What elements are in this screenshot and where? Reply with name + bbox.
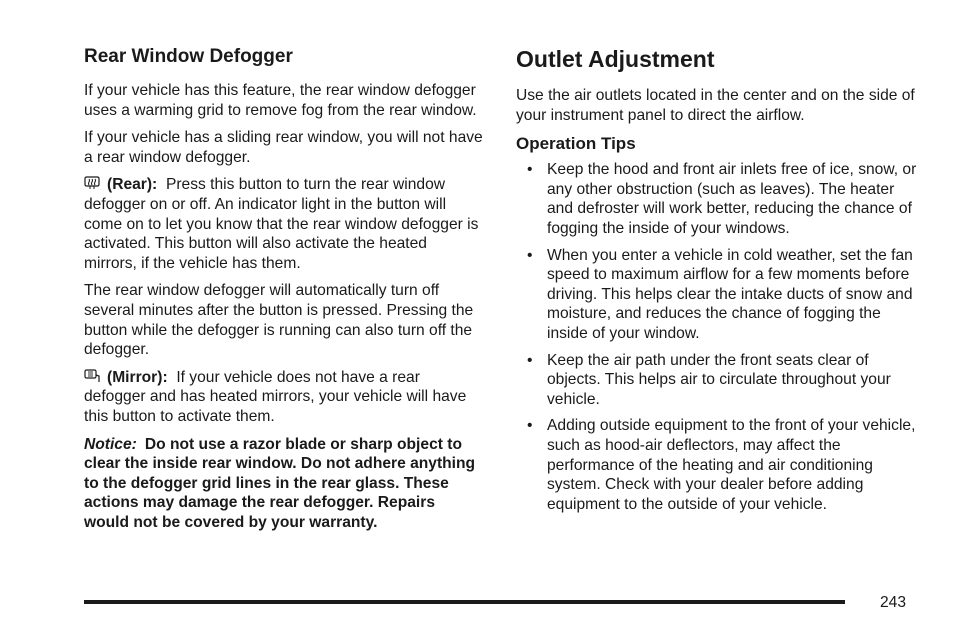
bullet-icon: •	[527, 246, 533, 264]
notice-lead: Notice:	[84, 435, 137, 453]
list-item	[516, 246, 921, 344]
notice-text: Do not use a razor blade or sharp object to clear the inside rear window. Do not adhere anything to the defogger grid lines in the rear glass. These actions may damage the rear defogger. Repairs would not be covered by your warranty.	[84, 435, 476, 531]
list-item	[516, 416, 921, 514]
bullet-icon: •	[527, 161, 533, 179]
subheading-operation-tips: Operation Tips	[516, 134, 636, 154]
defogger-intro-paragraph: If your vehicle has this feature, the rear window defogger uses a warming grid to remove fog from the rear window.	[84, 82, 477, 119]
auto-off-paragraph: The rear window defogger will automatically turn off several minutes after the button is pressed. Pressing the button while the defogger is running can also turn off the defogger.	[84, 282, 474, 359]
notice-block	[84, 435, 484, 533]
bullet-icon: •	[527, 351, 533, 369]
page-number: 243	[880, 594, 907, 611]
tip-text: Keep the air path under the front seats clear of objects. This helps air to circulate throughout your vehicle.	[547, 351, 891, 408]
tip-text: Keep the hood and front air inlets free of ice, snow, or any other obstruction (such as leaves). The heater and defroster will work better, reducing the chance of fogging the inside of your windows.	[547, 161, 917, 237]
mirror-label: (Mirror):	[107, 368, 168, 386]
left-column	[84, 44, 484, 540]
mirror-description: If your vehicle does not have a rear defogger and has heated mirrors, your vehicle will have this button to activate them.	[84, 368, 467, 425]
mirror-button-paragraph	[84, 368, 484, 427]
section-heading-rear-window-defogger: Rear Window Defogger	[84, 46, 293, 67]
sliding-window-paragraph: If your vehicle has a sliding rear window, you will not have a rear window defogger.	[84, 129, 483, 166]
footer-rule	[84, 600, 845, 604]
operation-tips-list	[516, 160, 921, 514]
rear-defogger-icon	[84, 176, 101, 190]
rear-label: (Rear):	[107, 176, 158, 194]
list-item	[516, 351, 921, 410]
heated-mirror-icon	[84, 369, 101, 383]
rear-button-paragraph	[84, 175, 484, 273]
tip-text: When you enter a vehicle in cold weather, set the fan speed to maximum airflow for a few moments before driving. This helps clear the intake ducts of snow and moisture, and reduces the chance of fogging the inside of your window.	[547, 246, 913, 342]
tip-text: Adding outside equipment to the front of your vehicle, such as hood-air deflectors, may affect the performance of the heating and air conditioning system. Check with your dealer before adding equipment to the outside of your vehicle.	[547, 417, 916, 513]
rear-description: Press this button to turn the rear window defogger on or off. An indicator light in the button will come on to let you know that the rear window defogger is activated. This button will also activate the heated mirrors, if the vehicle has them.	[84, 176, 479, 272]
section-heading-outlet-adjustment: Outlet Adjustment	[516, 46, 715, 72]
list-item	[516, 160, 921, 238]
right-column	[516, 44, 921, 521]
bullet-icon: •	[527, 417, 533, 435]
outlet-intro-paragraph: Use the air outlets located in the center and on the side of your instrument panel to direct the airflow.	[516, 87, 915, 124]
